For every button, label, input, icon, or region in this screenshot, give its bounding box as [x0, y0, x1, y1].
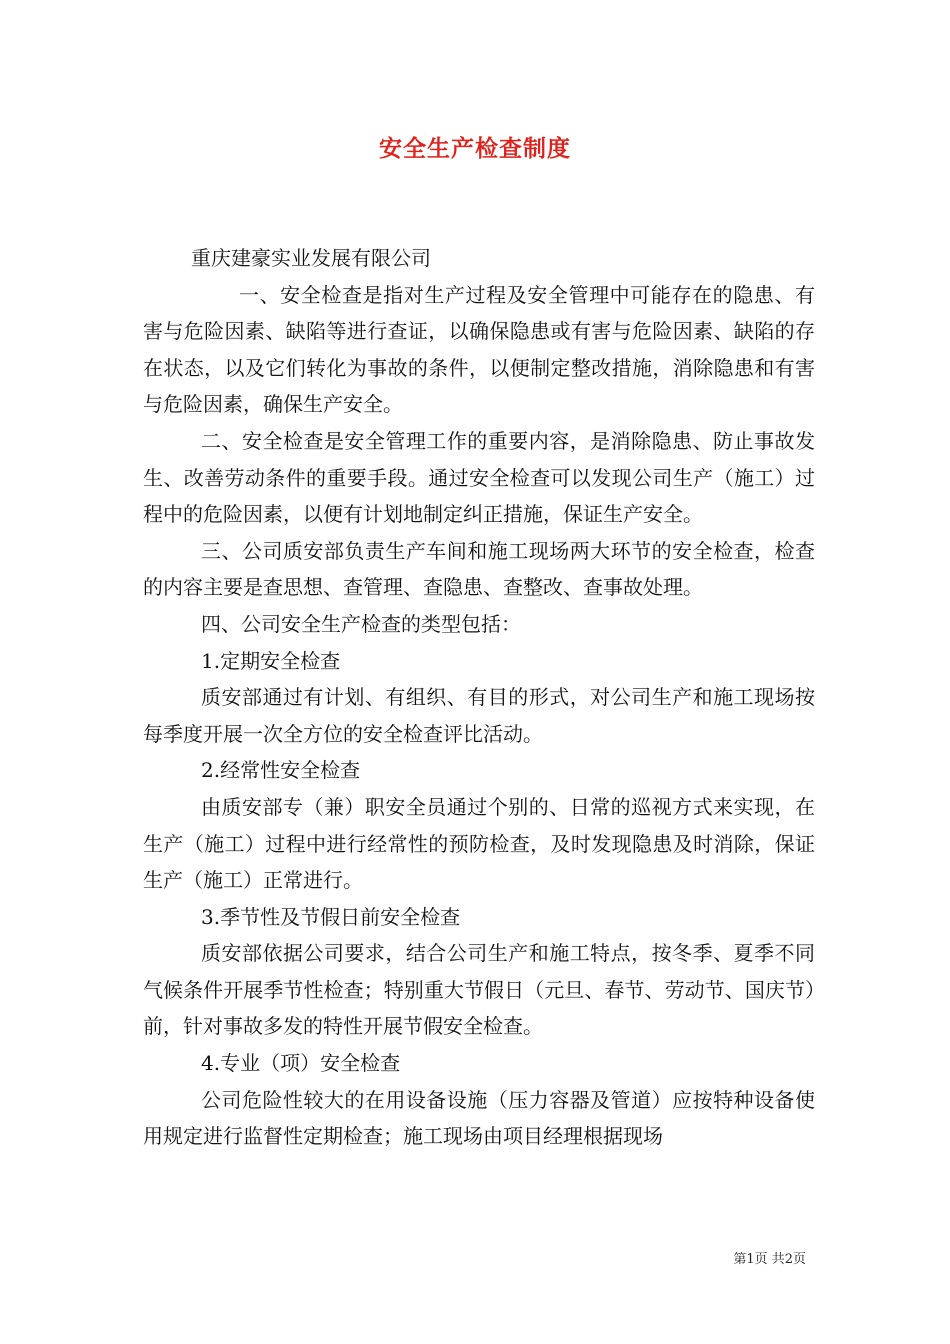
paragraph-3: 三、公司质安部负责生产车间和施工现场两大环节的安全检查，检查的内容主要是查思想、查管理、查隐患、查整改、查事故处理。	[143, 538, 815, 600]
subheading-seasonal: 3.季节性及节假日前安全检查	[201, 904, 461, 929]
document-title: 安全生产检查制度	[379, 135, 571, 162]
paragraph-periodic: 质安部通过有计划、有组织、有目的形式，对公司生产和施工现场按每季度开展一次全方位的安全检查评比活动。	[143, 685, 815, 746]
paragraph-specialized: 公司危险性较大的在用设备设施（压力容器及管道）应按特种设备使用规定进行监督性定期检查；施工现场由项目经理根据现场	[143, 1087, 815, 1149]
paragraph-seasonal: 质安部依据公司要求，结合公司生产和施工特点，按冬季、夏季不同气候条件开展季节性检查；特别重大节假日（元旦、春节、劳动节、国庆节）前，针对事故多发的特性开展节假安全检查。	[143, 941, 815, 1039]
subheading-regular: 2.经常性安全检查	[201, 758, 361, 783]
page-number: 第1页 共2页	[733, 1252, 806, 1267]
company-name: 重庆建豪实业发展有限公司	[191, 246, 431, 270]
document-body	[143, 240, 815, 1155]
paragraph-4: 四、公司安全生产检查的类型包括：	[201, 611, 521, 636]
paragraph-regular: 由质安部专（兼）职安全员通过个别的、日常的巡视方式来实现，在生产（施工）过程中进行经常性的预防检查，及时发现隐患及时消除，保证生产（施工）正常进行。	[143, 794, 815, 893]
subheading-specialized: 4.专业（项）安全检查	[201, 1051, 401, 1076]
subheading-periodic: 1.定期安全检查	[201, 648, 341, 673]
paragraph-2: 二、安全检查是安全管理工作的重要内容，是消除隐患、防止事故发生、改善劳动条件的重要手段。通过安全检查可以发现公司生产（施工）过程中的危险因素，以便有计划地制定纠正措施，保证生产安全。	[143, 428, 815, 527]
paragraph-1: 一、安全检查是指对生产过程及安全管理中可能存在的隐患、有害与危险因素、缺陷等进行查证，以确保隐患或有害与危险因素、缺陷的存在状态，以及它们转化为事故的条件，以便制定整改措施，消除隐患和有害与危险因素，确保生产安全。	[143, 282, 815, 417]
